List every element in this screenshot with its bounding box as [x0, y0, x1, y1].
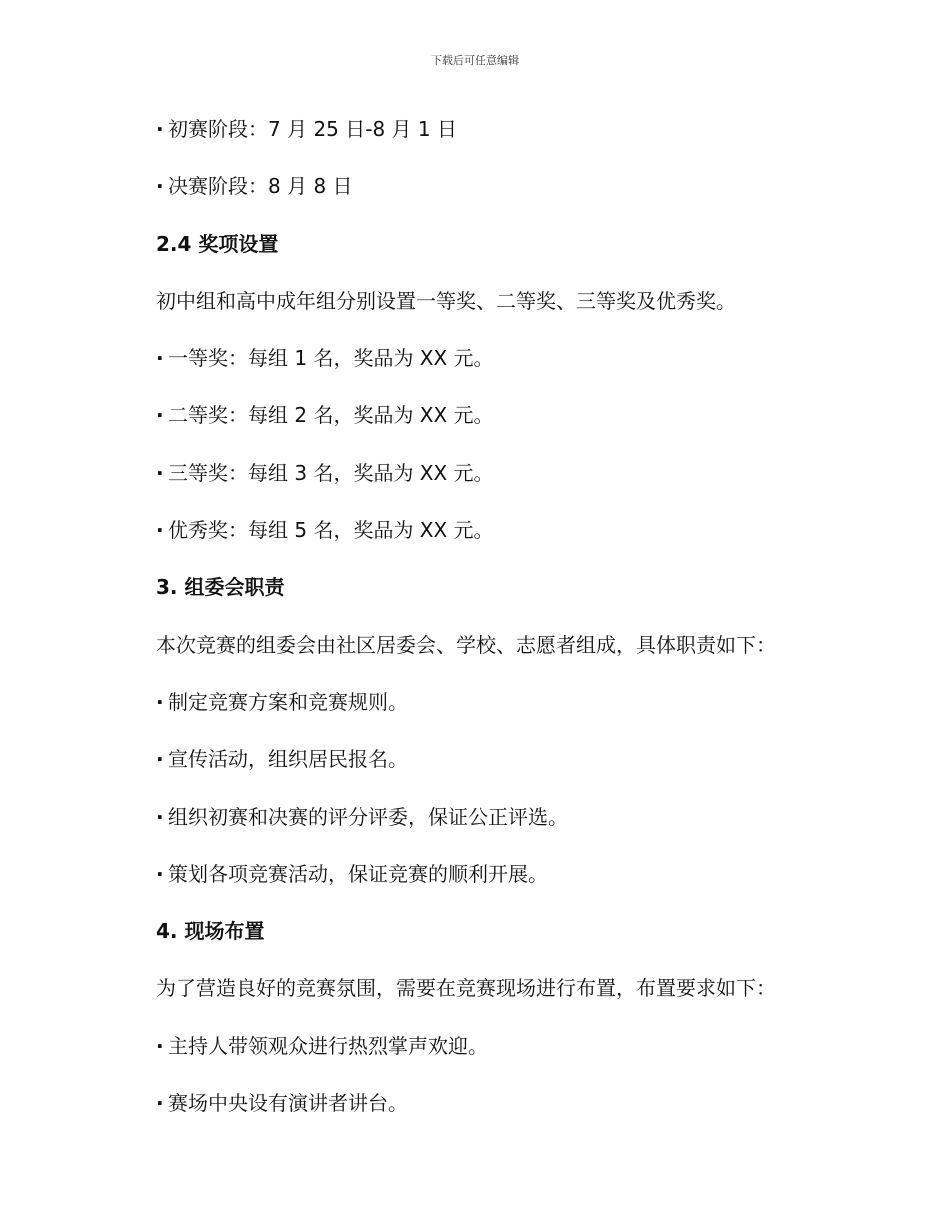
bullet-duty-rules: [156, 685, 856, 742]
paragraph-committee-intro: 本次竞赛的组委会由社区居委会、学校、志愿者组成，具体职责如下：: [156, 632, 776, 657]
bullet-duty-promotion: [156, 742, 856, 799]
line-text: 主持人带领观众进行热烈掌声欢迎。: [168, 1033, 488, 1058]
bullet-mark: ·: [156, 689, 164, 714]
paragraph-venue-intro: 为了营造良好的竞赛氛围，需要在竞赛现场进行布置，布置要求如下：: [156, 976, 776, 1001]
document-body: [156, 112, 856, 1143]
bullet-preliminary-stage: [156, 112, 856, 169]
line-text: 二等奖：每组 2 名，奖品为 XX 元。: [168, 403, 494, 428]
bullet-mark: ·: [156, 518, 164, 543]
bullet-excellence-prize: [156, 513, 856, 570]
line-text: 三等奖：每组 3 名，奖品为 XX 元。: [168, 460, 494, 485]
line-text: 组织初赛和决赛的评分评委，保证公正评选。: [168, 804, 568, 829]
bullet-first-prize: [156, 341, 856, 398]
line-text: 优秀奖：每组 5 名，奖品为 XX 元。: [168, 518, 494, 543]
bullet-mark: ·: [156, 804, 164, 829]
heading-awards: 2.4 奖项设置: [156, 231, 279, 256]
bullet-final-stage: [156, 169, 856, 226]
bullet-mark: ·: [156, 747, 164, 772]
line-text: 制定竞赛方案和竞赛规则。: [168, 689, 408, 714]
bullet-venue-host: [156, 1029, 856, 1086]
line-text: 赛场中央设有演讲者讲台。: [168, 1091, 408, 1116]
bullet-mark: ·: [156, 117, 164, 141]
heading-committee-duties: 3. 组委会职责: [156, 575, 285, 600]
bullet-second-prize: [156, 398, 856, 455]
line-text: 决赛阶段：8 月 8 日: [168, 174, 353, 199]
line-text: 宣传活动，组织居民报名。: [168, 747, 408, 772]
bullet-third-prize: [156, 456, 856, 513]
bullet-venue-podium: [156, 1086, 856, 1143]
line-text: 策划各项竞赛活动，保证竞赛的顺利开展。: [168, 861, 548, 886]
paragraph-awards-intro: 初中组和高中成年组分别设置一等奖、二等奖、三等奖及优秀奖。: [156, 288, 736, 313]
bullet-mark: ·: [156, 460, 164, 485]
bullet-mark: ·: [156, 1033, 164, 1058]
bullet-duty-judging: [156, 800, 856, 857]
line-text: 一等奖：每组 1 名，奖品为 XX 元。: [168, 346, 494, 371]
page-header: 下载后可任意编辑: [431, 54, 519, 67]
bullet-duty-planning: [156, 857, 856, 914]
heading-venue-setup: 4. 现场布置: [156, 919, 265, 944]
bullet-mark: ·: [156, 1091, 164, 1116]
bullet-mark: ·: [156, 403, 164, 428]
bullet-mark: ·: [156, 861, 164, 886]
bullet-mark: ·: [156, 346, 164, 371]
line-text: 初赛阶段：7 月 25 日-8 月 1 日: [168, 117, 457, 141]
bullet-mark: ·: [156, 174, 164, 199]
